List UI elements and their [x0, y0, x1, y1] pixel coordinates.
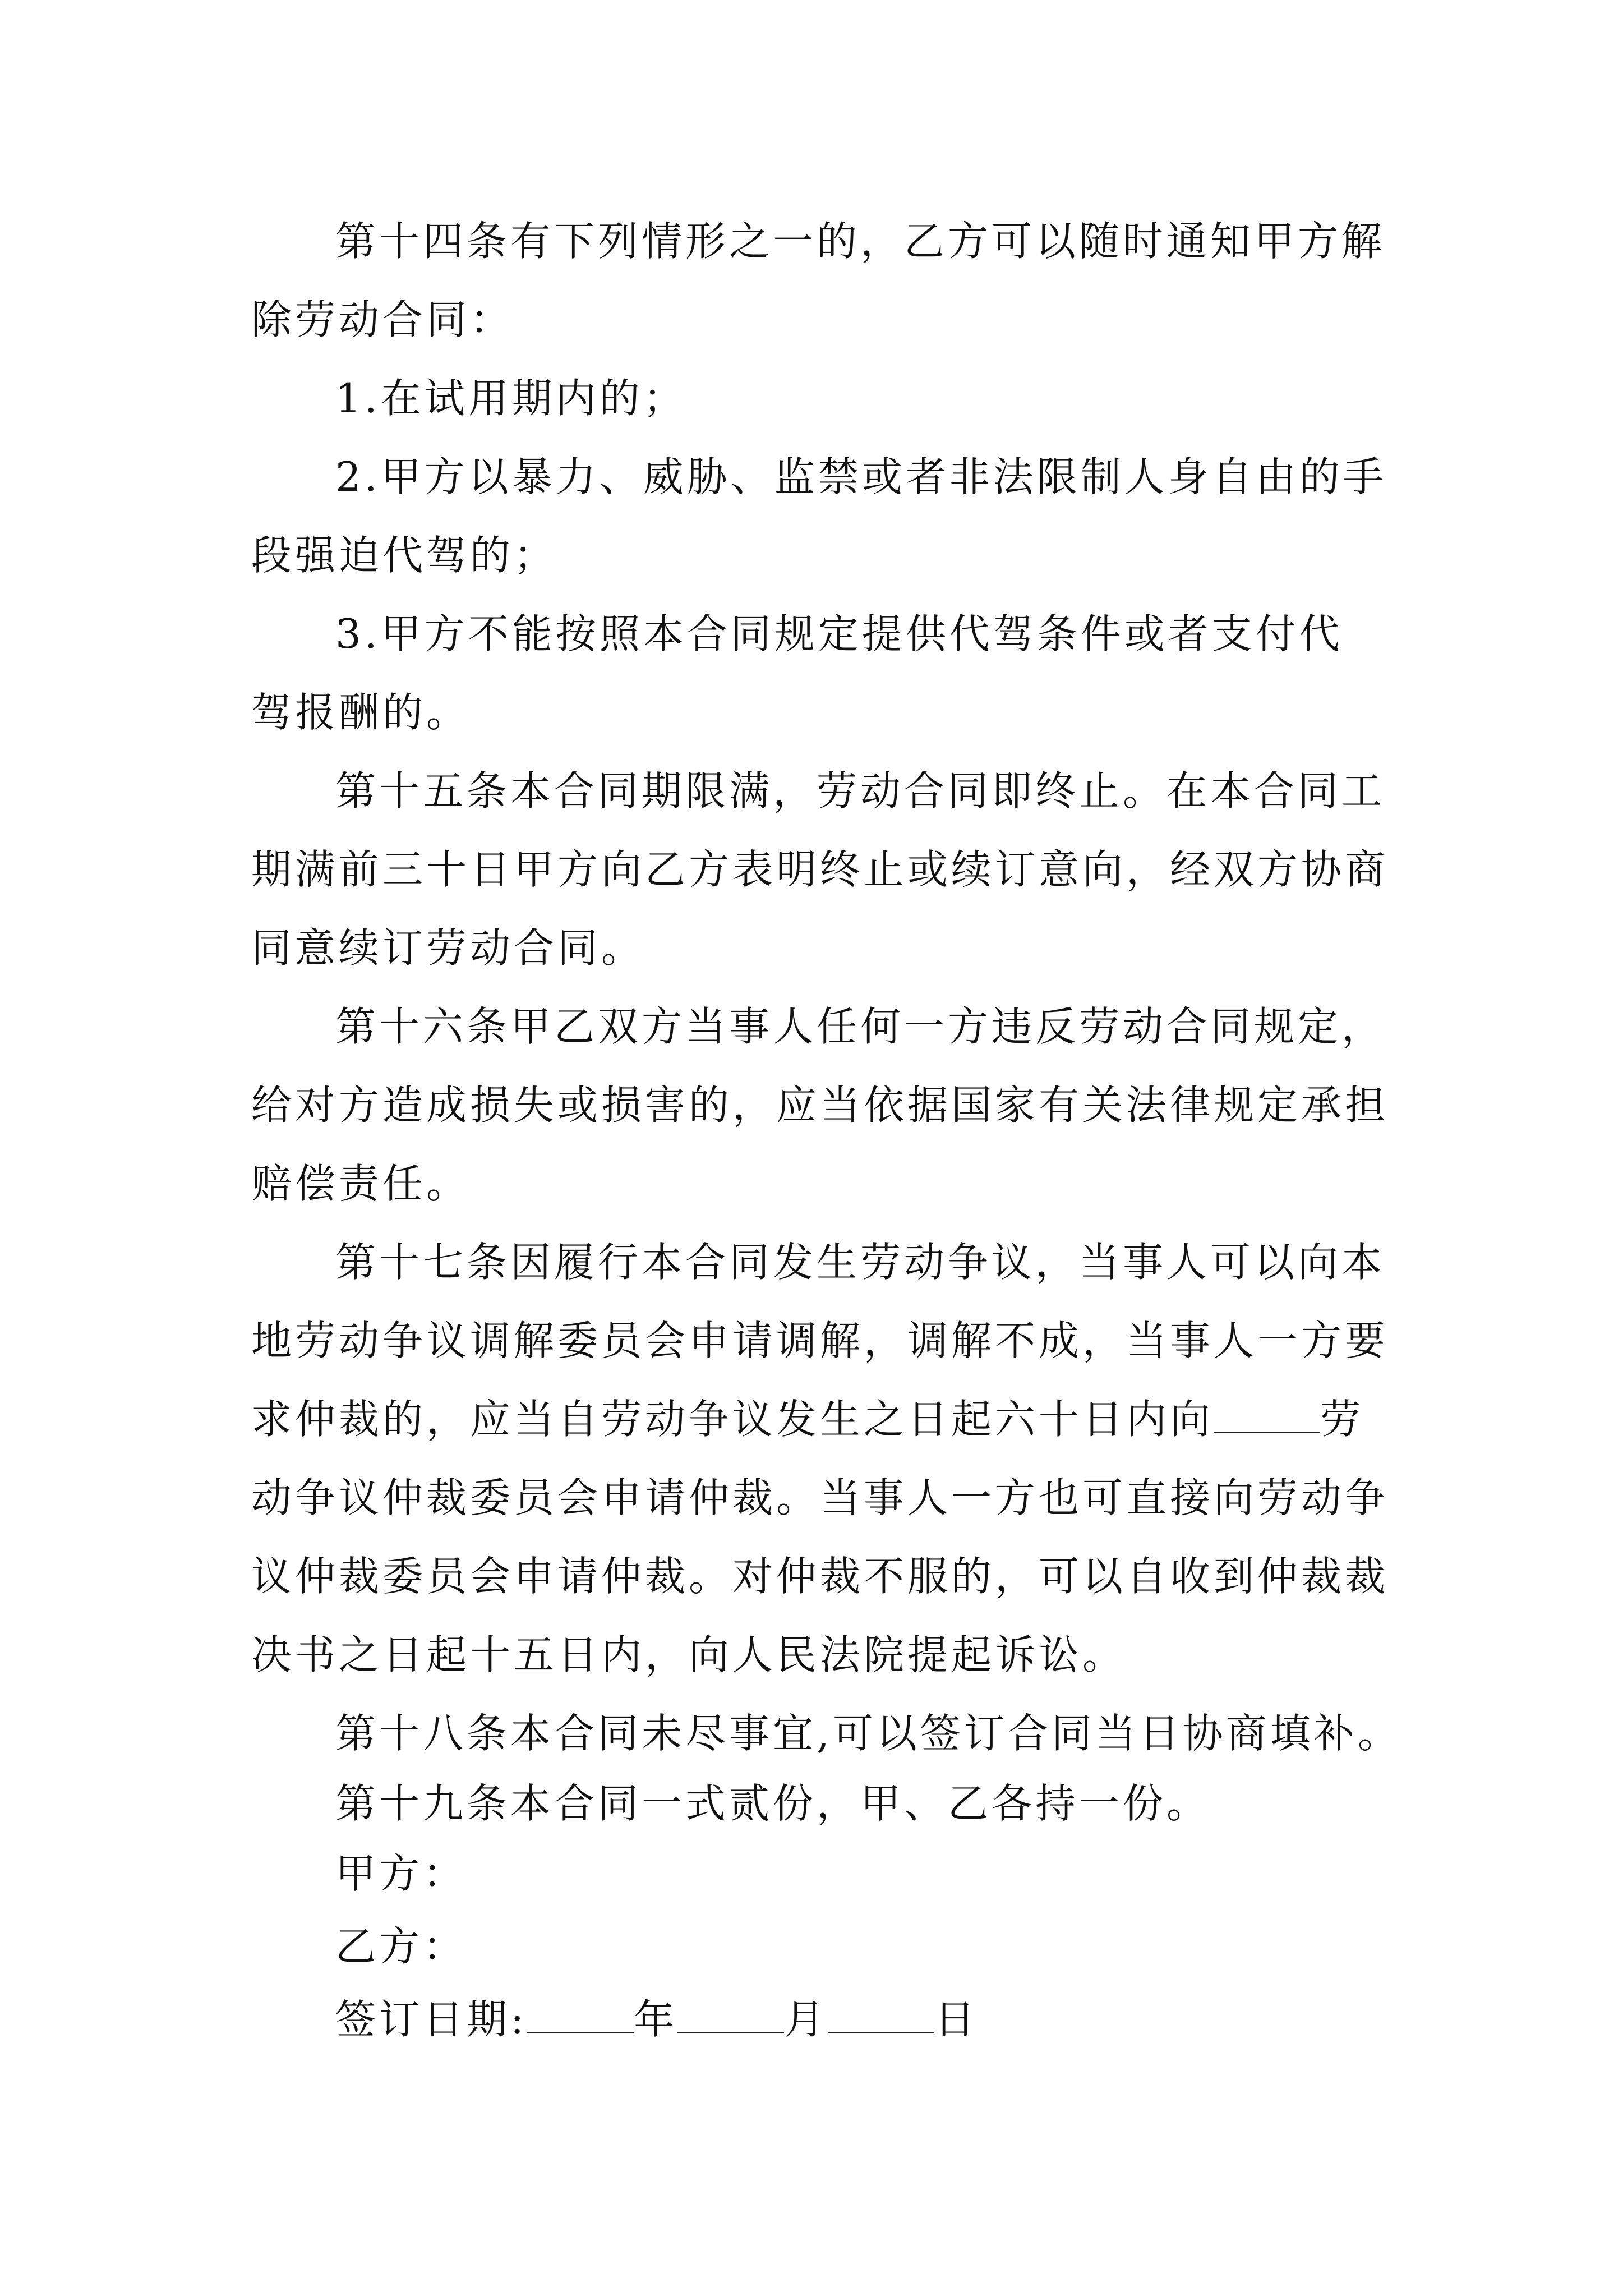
article-15-line-1: 第十五条本合同期限满，劳动合同即终止。在本合同工 [335, 767, 1386, 815]
item-3-line-1: 3.甲方不能按照本合同规定提供代驾条件或者支付代 [335, 610, 1343, 657]
article-17-line-3 [251, 1391, 1378, 1447]
article-17-line-6: 决书之日起十五日内，向人民法院提起诉讼。 [251, 1631, 1127, 1678]
sign-date-line [335, 1991, 1378, 2047]
sign-month-unit: 月 [784, 1996, 828, 2043]
sign-day-unit: 日 [934, 1996, 979, 2043]
article-17-line-2: 地劳动争议调解委员会申请调解，调解不成，当事人一方要 [251, 1317, 1389, 1364]
article-17-line-5: 议仲裁委员会申请仲裁。对仲裁不服的，可以自收到仲裁裁 [251, 1553, 1389, 1600]
sign-day-blank[interactable] [828, 1993, 934, 2033]
article-15-line-3: 同意续订劳动合同。 [251, 924, 645, 972]
item-2-line-2: 段强迫代驾的； [251, 532, 558, 579]
article-14-line-1: 第十四条有下列情形之一的，乙方可以随时通知甲方解 [335, 218, 1386, 265]
article-17-line-3-end: 劳 [1320, 1396, 1364, 1443]
party-a-label: 甲方： [335, 1850, 467, 1897]
item-3-line-2: 驾报酬的。 [251, 689, 471, 736]
article-17-line-3-text: 求仲裁的，应当自劳动争议发生之日起六十日内向 [251, 1396, 1214, 1443]
article-17-line-4: 动争议仲裁委员会申请仲裁。当事人一方也可直接向劳动争 [251, 1474, 1389, 1521]
sign-date-label: 签订日期: [335, 1996, 528, 2043]
sign-year-unit: 年 [634, 1996, 678, 2043]
article-19: 第十九条本合同一式贰份，甲、乙各持一份。 [335, 1780, 1211, 1827]
item-2-line-1: 2.甲方以暴力、威胁、监禁或者非法限制人身自由的手 [335, 453, 1387, 500]
article-16-line-1: 第十六条甲乙双方当事人任何一方违反劳动合同规定， [335, 1003, 1386, 1050]
article-17-line-1: 第十七条因履行本合同发生劳动争议，当事人可以向本 [335, 1239, 1386, 1286]
item-1: 1.在试用期内的； [335, 375, 687, 422]
sign-year-blank[interactable] [527, 1993, 634, 2033]
arbitration-location-blank[interactable] [1214, 1392, 1320, 1433]
article-14-line-2: 除劳动合同： [251, 296, 514, 343]
party-b-label: 乙方： [335, 1923, 467, 1970]
article-18: 第十八条本合同未尽事宜,可以签订合同当日协商填补。 [335, 1710, 1401, 1757]
article-16-line-2: 给对方造成损失或损害的，应当依据国家有关法律规定承担 [251, 1082, 1389, 1129]
article-16-line-3: 赔偿责任。 [251, 1160, 471, 1207]
sign-month-blank[interactable] [677, 1993, 784, 2033]
article-15-line-2: 期满前三十日甲方向乙方表明终止或续订意向，经双方协商 [251, 846, 1389, 893]
